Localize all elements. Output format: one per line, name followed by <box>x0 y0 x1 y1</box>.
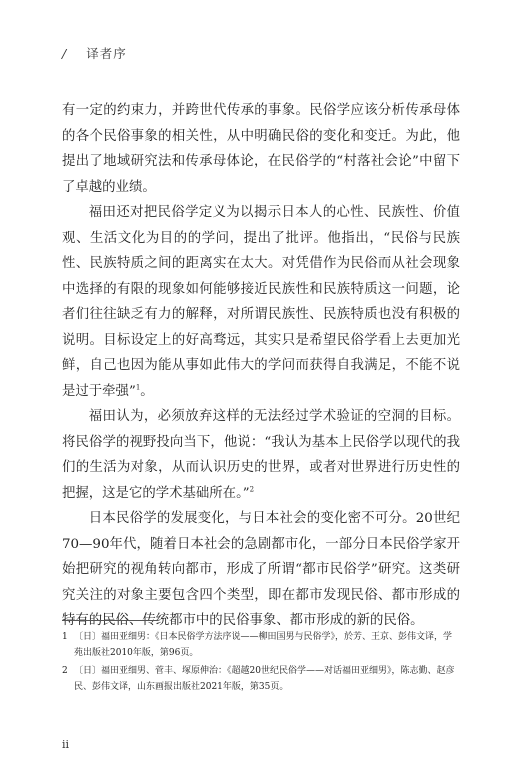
page-number: ii <box>62 738 70 751</box>
body-text <box>62 98 460 634</box>
footnote <box>62 630 460 661</box>
paragraph-text: 有一定的约束力，并跨世代传承的事象。民俗学应该分析传承母体的各个民俗事象的相关性，从中明确民俗的变化和变迁。为此，他提出了地域研究法和传承母体论，在民俗学的“村落社会论”中留下了卓越的业绩。 <box>62 103 460 195</box>
footnote-number: 1 <box>62 632 68 642</box>
footnote-divider <box>62 620 158 621</box>
running-header <box>62 44 127 62</box>
header-slash: / <box>62 46 68 61</box>
footnotes <box>62 630 460 698</box>
header-title: 译者序 <box>86 46 127 61</box>
paragraph-text: 福田认为，必须放弃这样的无法经过学术验证的空洞的目标。将民俗学的视野投向当下，他说：“我认为基本上民俗学以现代的我们的生活为对象，从而认识历史的世界，或者对世界进行历史性的把握，这是它的学术基础所在。” <box>62 409 460 501</box>
paragraph-tail: 。 <box>140 383 154 399</box>
footnote-marker: 1 <box>135 383 141 392</box>
paragraph <box>62 200 460 404</box>
paragraph-text: 福田还对把民俗学定义为以揭示日本人的心性、民族性、价值观、生活文化为目的的学问，提出了批评。他指出，“民俗与民族性、民族特质之间的距离实在太大。对凭借作为民俗而从社会现象中选择的有限的现象如何能够接近民族性和民族特质这一问题，论者们往往缺乏有力的解释，对所谓民族性、民族特质也没有积极的说明。目标设定上的好高骛远，其实只是希望民俗学看上去更加光鲜，自己也因为能从事如此伟大的学问而获得自我满足，不能不说是过于牵强” <box>62 205 460 399</box>
footnote-marker: 2 <box>249 485 255 494</box>
paragraph-continued <box>62 98 460 200</box>
footnote <box>62 664 460 695</box>
footnote-text: 〔日〕福田亚细男：《日本民俗学方法序说——柳田国男与民俗学》，於芳、王京、彭伟文译，学苑出版社2010年版，第96页。 <box>74 632 453 658</box>
footnote-text: 〔日〕福田亚细男、菅丰、塚原伸治：《超越20世纪民俗学——对话福田亚细男》，陈志勤、赵彦民、彭伟文译，山东画报出版社2021年版，第35页。 <box>74 666 455 692</box>
paragraph <box>62 404 460 506</box>
paragraph <box>62 506 460 634</box>
paragraph-text: 日本民俗学的发展变化，与日本社会的变化密不可分。20世纪70—90年代，随着日本社会的急剧都市化，一部分日本民俗学家开始把研究的视角转向都市，形成了所谓“都市民俗学”研究。这类研究关注的对象主要包含四个类型，即在都市发现民俗、都市形成的特有的民俗、传统都市中的民俗事象、都市形成的新的民俗。 <box>62 511 460 628</box>
footnote-number: 2 <box>62 666 68 676</box>
